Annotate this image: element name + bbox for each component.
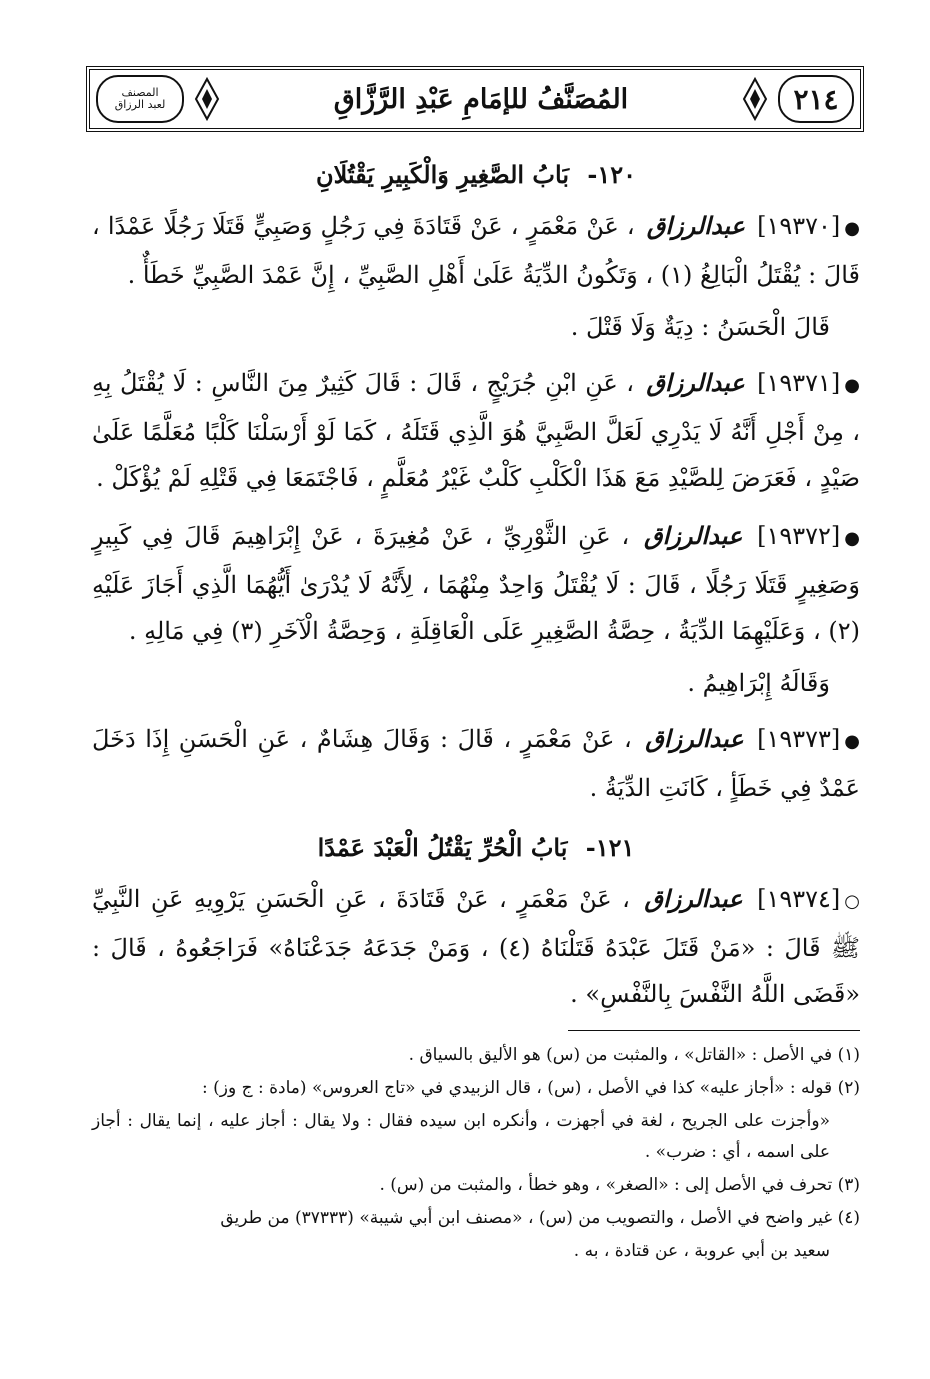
hadith-entry bbox=[92, 360, 860, 501]
footnote-continuation: «وأجزت على الجريح ، لغة في أجهزت ، وأنكره ابن سيده فقال : ولا يقال : أجاز عليه ، إنما يقال : أجاز على اسمه ، أي : ضرب» . bbox=[92, 1111, 830, 1162]
footnotes bbox=[92, 1040, 860, 1269]
hadith-text: ، عَنِ الثَّوْرِيِّ ، عَنْ مُغِيرَةَ ، عَنْ إِبْرَاهِيمَ قَالَ فِي كَبِيرٍ وَصَغِيرٍ قَتَلَا رَجُلًا ، قَالَ : لَا يُقْتَلُ وَاحِدٌ مِنْهُمَا ، لِأَنَّهُ لَا يُدْرَىٰ أَيُّهُمَا الَّذِي أَجَازَ عَلَيْهِ (٢) ، وَعَلَيْهِمَا الدِّيَةُ ، حِصَّةُ الصَّغِيرِ عَلَى الْعَاقِلَةِ ، وَحِصَّةُ الْآخَرِ (٣) فِي مَالِهِ . bbox=[92, 522, 860, 645]
hadith-entry bbox=[92, 513, 860, 654]
hadith-author: عبدالرزاق bbox=[645, 724, 744, 753]
hadith-entry bbox=[92, 203, 860, 298]
hadith-marker-icon: ● bbox=[844, 731, 860, 752]
hadith-author: عبدالرزاق bbox=[644, 884, 743, 913]
hadith-marker-icon: ● bbox=[844, 528, 860, 549]
page-number: ٢١٤ bbox=[778, 75, 854, 123]
header-right-group bbox=[738, 70, 860, 128]
hadith-ref: [١٩٣٧٠] bbox=[757, 212, 841, 240]
chapter-heading bbox=[92, 160, 860, 189]
hadith-entry bbox=[92, 876, 860, 1017]
main-content bbox=[92, 142, 860, 1023]
hadith-ref: [١٩٣٧٢] bbox=[757, 522, 841, 550]
hadith-author: عبدالرزاق bbox=[646, 211, 745, 240]
footnote-continuation: سعيد بن أبي عروبة ، عن قتادة ، به . bbox=[573, 1241, 830, 1261]
hadith-entry bbox=[92, 716, 860, 811]
hadith-text: ، عَنْ مَعْمَرٍ ، عَنْ قَتَادَةَ فِي رَجُلٍ وَصَبِيٍّ قَتَلَا رَجُلًا عَمْدًا ، قَالَ : يُقْتَلُ الْبَالِغُ (١) ، وَتَكُونُ الدِّيَةُ عَلَىٰ أَهْلِ الصَّبِيِّ ، إِنَّ عَمْدَ الصَّبِيِّ خَطَأٌ . bbox=[92, 212, 860, 289]
running-title: المُصَنَّفُ للإمَامِ عَبْدِ الرَّزَّاقِ bbox=[333, 83, 629, 115]
footnote-divider bbox=[568, 1030, 860, 1031]
hadith-marker-icon: ○ bbox=[844, 891, 860, 912]
footnote: (٣) تحرف في الأصل إلى : «الصغر» ، وهو خطأ ، والمثبت من (س) . bbox=[379, 1175, 860, 1195]
hadith-text: ، عَنِ ابْنِ جُرَيْجٍ ، قَالَ : قَالَ كَثِيرٌ مِنَ النَّاسِ : لَا يُقْتَلُ بِهِ ، مِنْ أَجْلِ أَنَّهُ لَا يَدْرِي لَعَلَّ الصَّبِيَّ هُوَ الَّذِي قَتَلَهُ ، كَمَا لَوْ أَرْسَلْنَا كَلْبًا مُعَلَّمًا عَلَىٰ صَيْدٍ ، فَعَرَضَ لِلصَّيْدِ مَعَ هَذَا الْكَلْبِ كَلْبٌ غَيْرُ مُعَلَّمٍ ، فَاجْتَمَعَا فِي قَتْلِهِ لَمْ يُؤْكَلْ . bbox=[92, 369, 860, 492]
chapter-heading bbox=[92, 833, 860, 862]
ornament-icon bbox=[190, 73, 224, 125]
hadith-author: عبدالرزاق bbox=[646, 368, 745, 397]
hadith-note: وَقَالَهُ إِبْرَاهِيمُ . bbox=[687, 669, 830, 697]
hadith-text: ، عَنْ مَعْمَرٍ ، عَنْ قَتَادَةَ ، عَنِ الْحَسَنِ يَرْوِيهِ عَنِ النَّبِيِّ ﷺ قَالَ : «مَنْ قَتَلَ عَبْدَهُ قَتَلْنَاهُ (٤) ، وَمَنْ جَدَعَهُ جَدَعْنَاهُ» فَرَاجَعُوهُ ، قَالَ : «قَضَى اللَّهُ النَّفْسَ بِالنَّفْسِ» . bbox=[92, 885, 860, 1008]
header-left-group bbox=[90, 70, 224, 128]
chapter-number: ١٢١- bbox=[585, 833, 635, 862]
hadith-note: قَالَ الْحَسَنُ : دِيَةٌ وَلَا قَتْلَ . bbox=[570, 313, 830, 341]
footnote: (٢) قوله : «أجاز عليه» كذا في الأصل ، (س) ، قال الزبيدي في «تاج العروس» (مادة : ج وز) : bbox=[202, 1078, 860, 1098]
footnote: (٤) غير واضح في الأصل ، والتصويب من (س) ، «مصنف ابن أبي شيبة» (٣٧٣٣٣) من طريق bbox=[220, 1208, 860, 1228]
ornament-icon bbox=[738, 73, 772, 125]
book-badge bbox=[96, 75, 184, 123]
page-header bbox=[86, 66, 864, 132]
hadith-ref: [١٩٣٧١] bbox=[757, 369, 841, 397]
hadith-text: ، عَنْ مَعْمَرٍ ، قَالَ : وَقَالَ هِشَامٌ ، عَنِ الْحَسَنِ إِذَا دَخَلَ عَمْدٌ فِي خَطَأٍ ، كَانَتِ الدِّيَةُ . bbox=[92, 725, 860, 802]
chapter-number: ١٢٠- bbox=[587, 160, 637, 189]
hadith-ref: [١٩٣٧٤] bbox=[757, 885, 841, 913]
chapter-title: بَابُ الْحُرِّ يَقْتُلُ الْعَبْدَ عَمْدًا bbox=[317, 833, 568, 862]
footnote: (١) في الأصل : «القاتل» ، والمثبت من (س) هو الأليق بالسياق . bbox=[408, 1045, 860, 1065]
chapter-title: بَابُ الصَّغِيرِ وَالْكَبِيرِ يَقْتُلَانِ bbox=[315, 160, 570, 189]
hadith-ref: [١٩٣٧٣] bbox=[757, 725, 841, 753]
hadith-author: عبدالرزاق bbox=[644, 521, 743, 550]
badge-text-bottom: لعبد الرزاق bbox=[114, 98, 166, 111]
hadith-marker-icon: ● bbox=[844, 375, 860, 396]
hadith-marker-icon: ● bbox=[844, 218, 860, 239]
badge-text-top: المصنف bbox=[121, 86, 159, 100]
